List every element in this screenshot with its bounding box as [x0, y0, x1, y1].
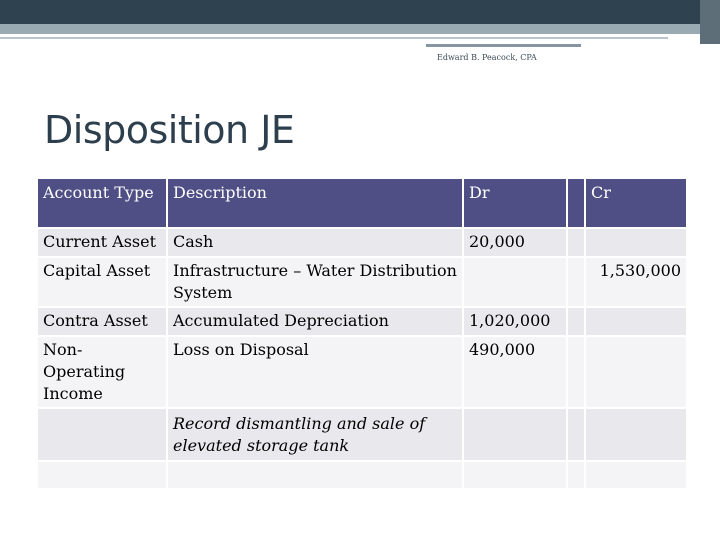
account-type-cell: [37, 408, 167, 461]
table-row: [37, 307, 687, 336]
dr-cell: 490,000: [463, 336, 567, 408]
top-accent-bar: [0, 24, 700, 34]
account-type-cell: Non-Operating Income: [37, 336, 167, 408]
cr-cell: [585, 408, 687, 461]
dr-cell: 1,020,000: [463, 307, 567, 336]
cr-cell: [585, 461, 687, 489]
account-type-cell: Capital Asset: [37, 257, 167, 307]
spacer-cell: [567, 228, 585, 257]
spacer-cell: [567, 307, 585, 336]
dr-cell: [463, 257, 567, 307]
dr-cell: [463, 461, 567, 489]
author-underline: [426, 44, 581, 47]
cr-cell: [585, 336, 687, 408]
table-row: [37, 228, 687, 257]
corner-decor-bar: [700, 0, 720, 44]
spacer-cell: [567, 408, 585, 461]
description-cell: Cash: [167, 228, 463, 257]
dr-cell: 20,000: [463, 228, 567, 257]
header-dr: Dr: [463, 178, 567, 228]
cr-cell: [585, 307, 687, 336]
cr-cell: 1,530,000: [585, 257, 687, 307]
header-cr: Cr: [585, 178, 687, 228]
account-type-cell: Current Asset: [37, 228, 167, 257]
table-row: [37, 336, 687, 408]
spacer-cell: [567, 461, 585, 489]
memo-cell: Record dismantling and sale of elevated storage tank: [167, 408, 463, 461]
account-type-cell: Contra Asset: [37, 307, 167, 336]
spacer-cell: [567, 257, 585, 307]
description-cell: Accumulated Depreciation: [167, 307, 463, 336]
description-cell: Loss on Disposal: [167, 336, 463, 408]
header-description: Description: [167, 178, 463, 228]
top-decor-bar: [0, 0, 700, 24]
divider-line: [0, 37, 668, 39]
description-cell: Infrastructure – Water Distribution System: [167, 257, 463, 307]
table-row: [37, 461, 687, 489]
author-label: Edward B. Peacock, CPA: [437, 53, 537, 62]
table-header-row: [37, 178, 687, 228]
description-cell: [167, 461, 463, 489]
slide-title: Disposition JE: [44, 108, 295, 152]
header-account-type: Account Type: [37, 178, 167, 228]
table-row: [37, 408, 687, 461]
header-spacer: [567, 178, 585, 228]
account-type-cell: [37, 461, 167, 489]
cr-cell: [585, 228, 687, 257]
dr-cell: [463, 408, 567, 461]
spacer-cell: [567, 336, 585, 408]
journal-entry-table: [36, 177, 688, 490]
table-row: [37, 257, 687, 307]
